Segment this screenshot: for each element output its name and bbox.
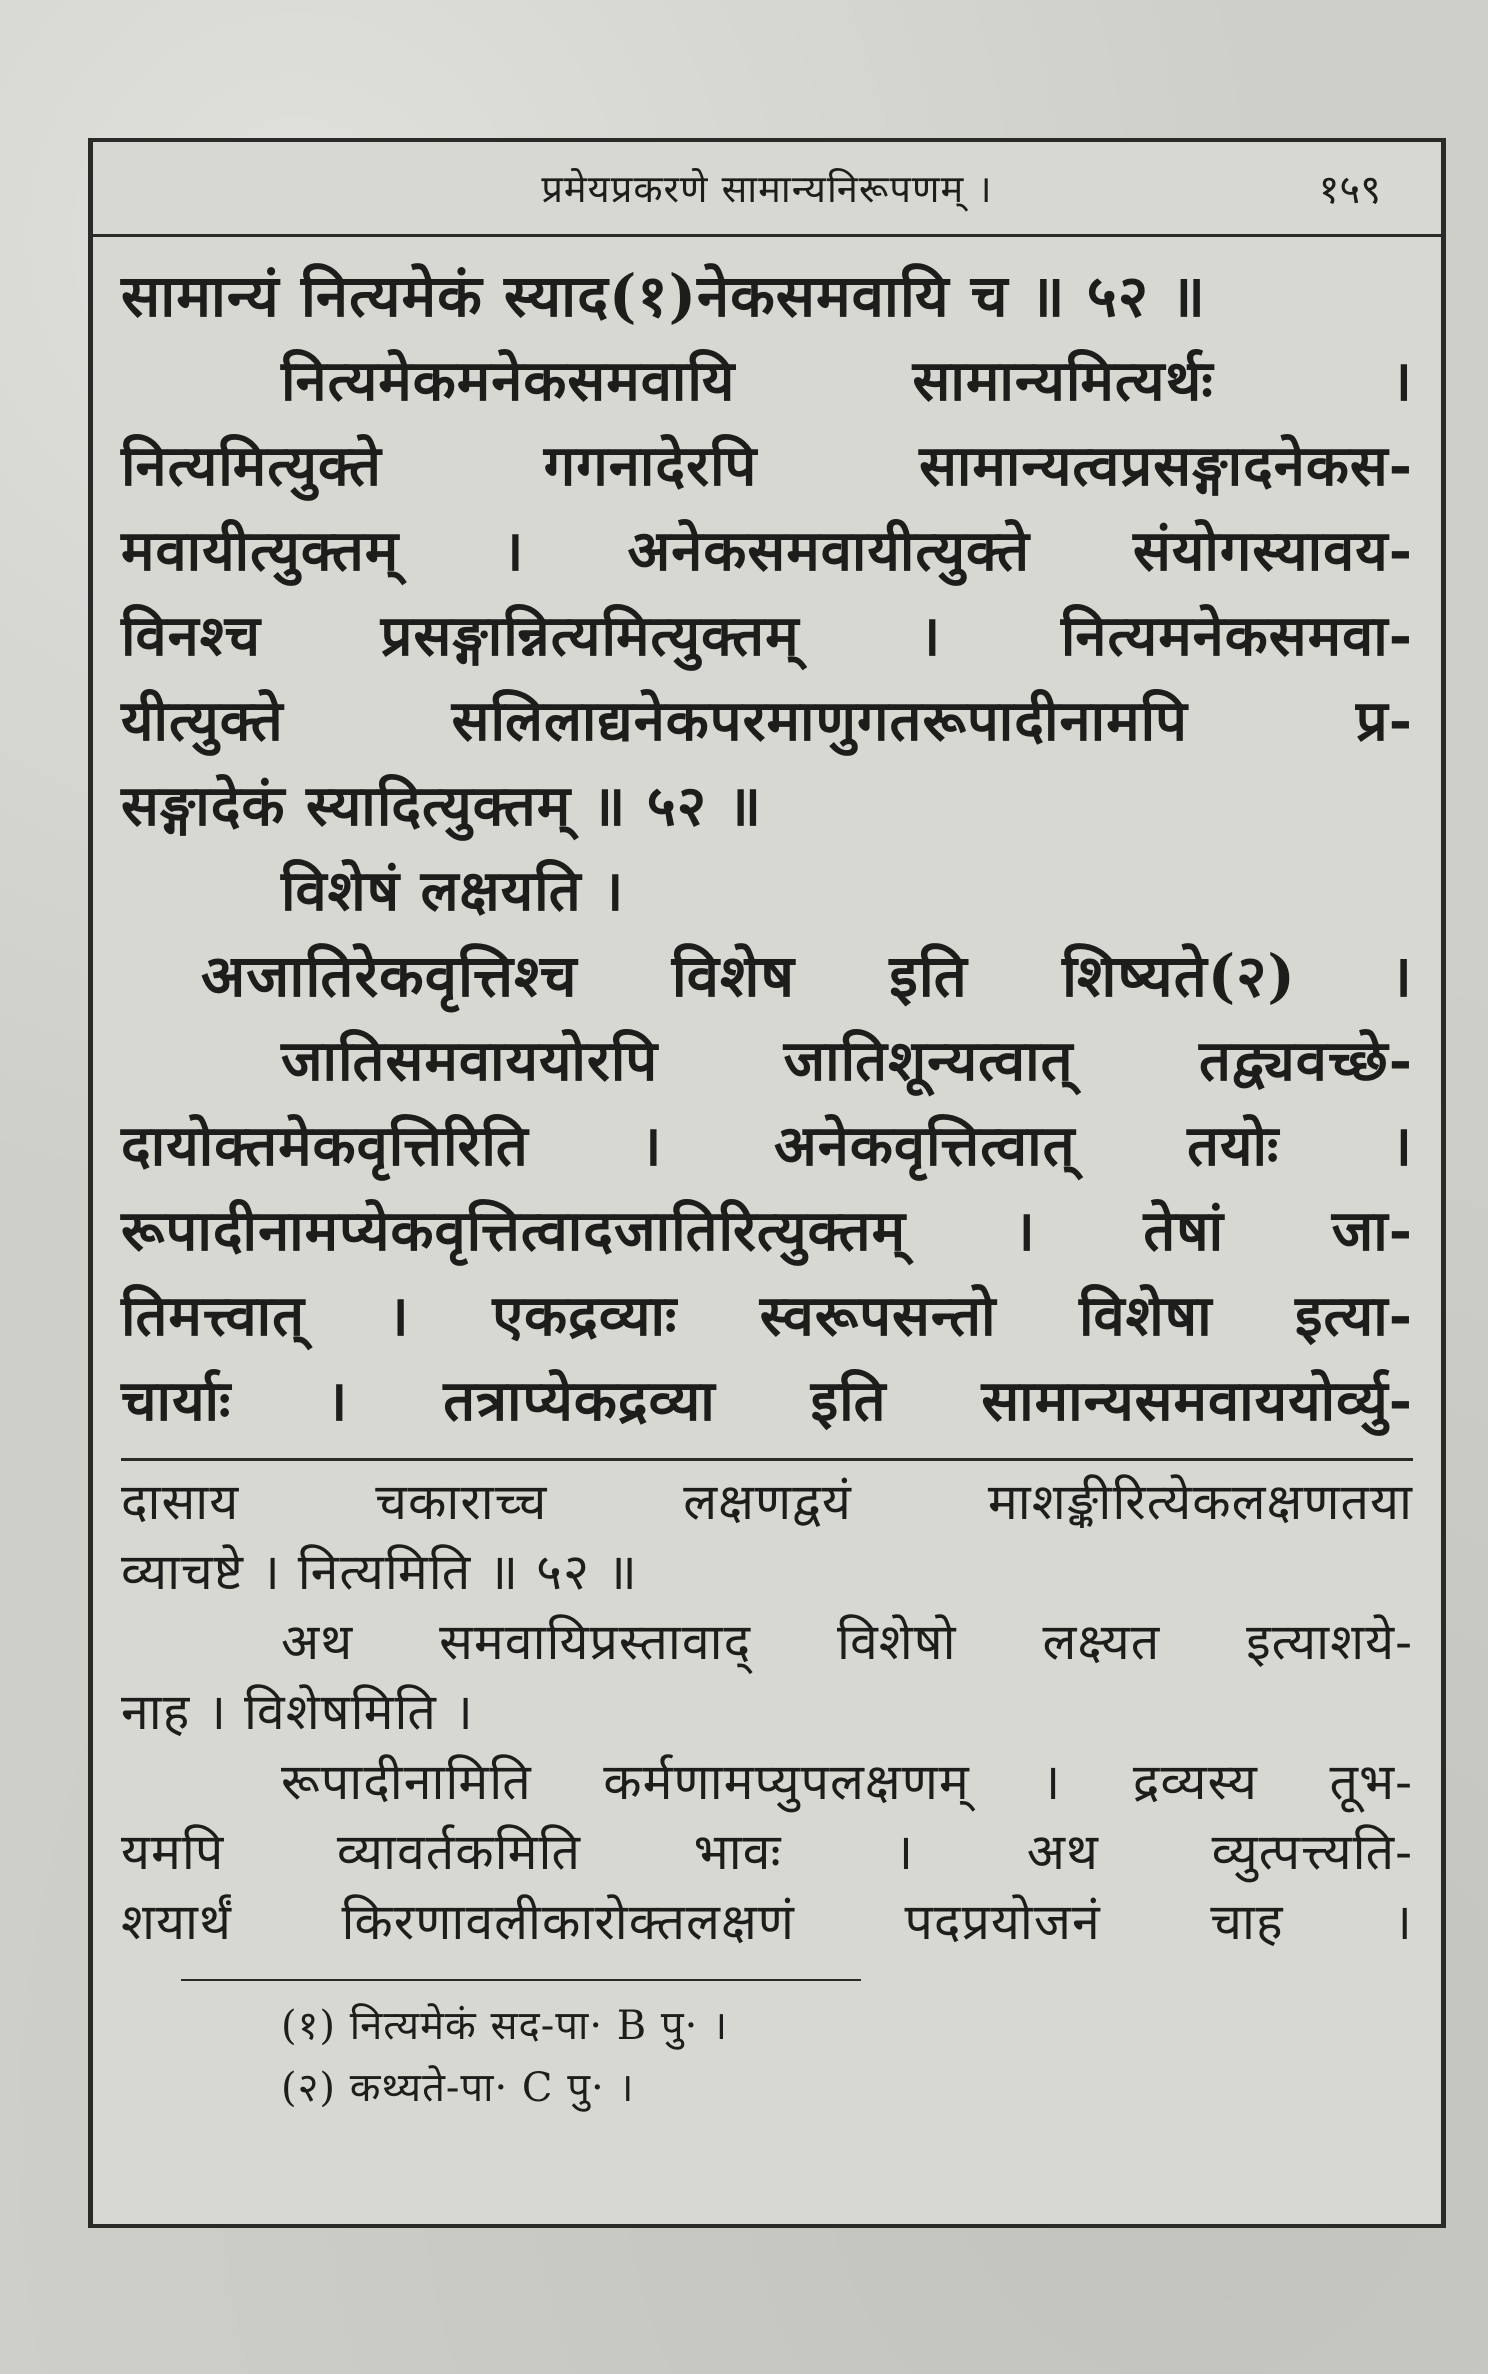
section-divider	[121, 1458, 1413, 1461]
main-text	[121, 254, 1413, 1444]
text-line: विनश्च प्रसङ्गान्नित्यमित्युक्तम् । नित्यमनेकसमवा-	[121, 603, 1413, 669]
text-line: सङ्गादेकं स्यादित्युक्तम् ॥ ५२ ॥	[121, 773, 763, 839]
text-line: यीत्युक्ते सलिलाद्यनेकपरमाणुगतरूपादीनामपि प्र-	[121, 688, 1413, 754]
footnote: (२) कथ्यते-पा· C पु· ।	[281, 2065, 635, 2111]
commentary-line: यमपि व्यावर्तकमिति भावः । अथ व्युत्पत्त्यति-	[121, 1823, 1413, 1881]
text-line: चार्याः । तत्राप्येकद्रव्या इति सामान्यसमवाययोर्व्यु-	[121, 1368, 1413, 1434]
running-title: प्रमेयप्रकरणे सामान्यनिरूपणम् ।	[541, 167, 993, 211]
page-body	[121, 254, 1413, 2119]
text-line: जातिसमवाययोरपि जातिशून्यत्वात् तद्व्यवच्छे-	[281, 1028, 1413, 1094]
commentary	[121, 1467, 1413, 1957]
footnote: (१) नित्यमेकं सद-पा· B पु· ।	[281, 2003, 729, 2049]
karika-line: सामान्यं नित्यमेकं स्याद(१)नेकसमवायि च ॥ ५२ ॥	[121, 262, 1207, 330]
footnotes	[121, 1995, 1413, 2119]
karika-line: अजातिरेकवृत्तिश्च विशेष इति शिष्यते(२) ।	[201, 942, 1413, 1010]
footnote-divider	[181, 1979, 861, 1981]
text-line: तिमत्त्वात् । एकद्रव्याः स्वरूपसन्तो विशेषा इत्या-	[121, 1283, 1413, 1349]
text-line: विशेषं लक्षयति ।	[281, 858, 625, 924]
commentary-line: दासाय चकाराच्च लक्षणद्वयं माशङ्कीरित्येकलक्षणतया	[121, 1473, 1413, 1531]
commentary-line: व्याचष्टे । नित्यमिति ॥ ५२ ॥	[121, 1543, 638, 1601]
page-number: १५९	[1318, 167, 1381, 213]
page-frame	[88, 138, 1446, 2228]
text-line: रूपादीनामप्येकवृत्तित्वादजातिरित्युक्तम् । तेषां जा-	[121, 1198, 1413, 1264]
commentary-line: रूपादीनामिति कर्मणामप्युपलक्षणम् । द्रव्यस्य तूभ-	[281, 1753, 1413, 1811]
text-line: नित्यमेकमनेकसमवायि सामान्यमित्यर्थः ।	[281, 348, 1413, 414]
commentary-line: नाह । विशेषमिति ।	[121, 1683, 474, 1741]
commentary-line: अथ समवायिप्रस्तावाद् विशेषो लक्ष्यत इत्याशये-	[281, 1613, 1413, 1671]
text-line: मवायीत्युक्तम् । अनेकसमवायीत्युक्ते संयोगस्यावय-	[121, 518, 1413, 584]
page-header	[93, 142, 1441, 237]
commentary-line: शयार्थं किरणावलीकारोक्तलक्षणं पदप्रयोजनं चाह ।	[121, 1893, 1413, 1951]
text-line: दायोक्तमेकवृत्तिरिति । अनेकवृत्तित्वात् तयोः ।	[121, 1113, 1413, 1179]
text-line: नित्यमित्युक्ते गगनादेरपि सामान्यत्वप्रसङ्गादनेकस-	[121, 433, 1413, 499]
